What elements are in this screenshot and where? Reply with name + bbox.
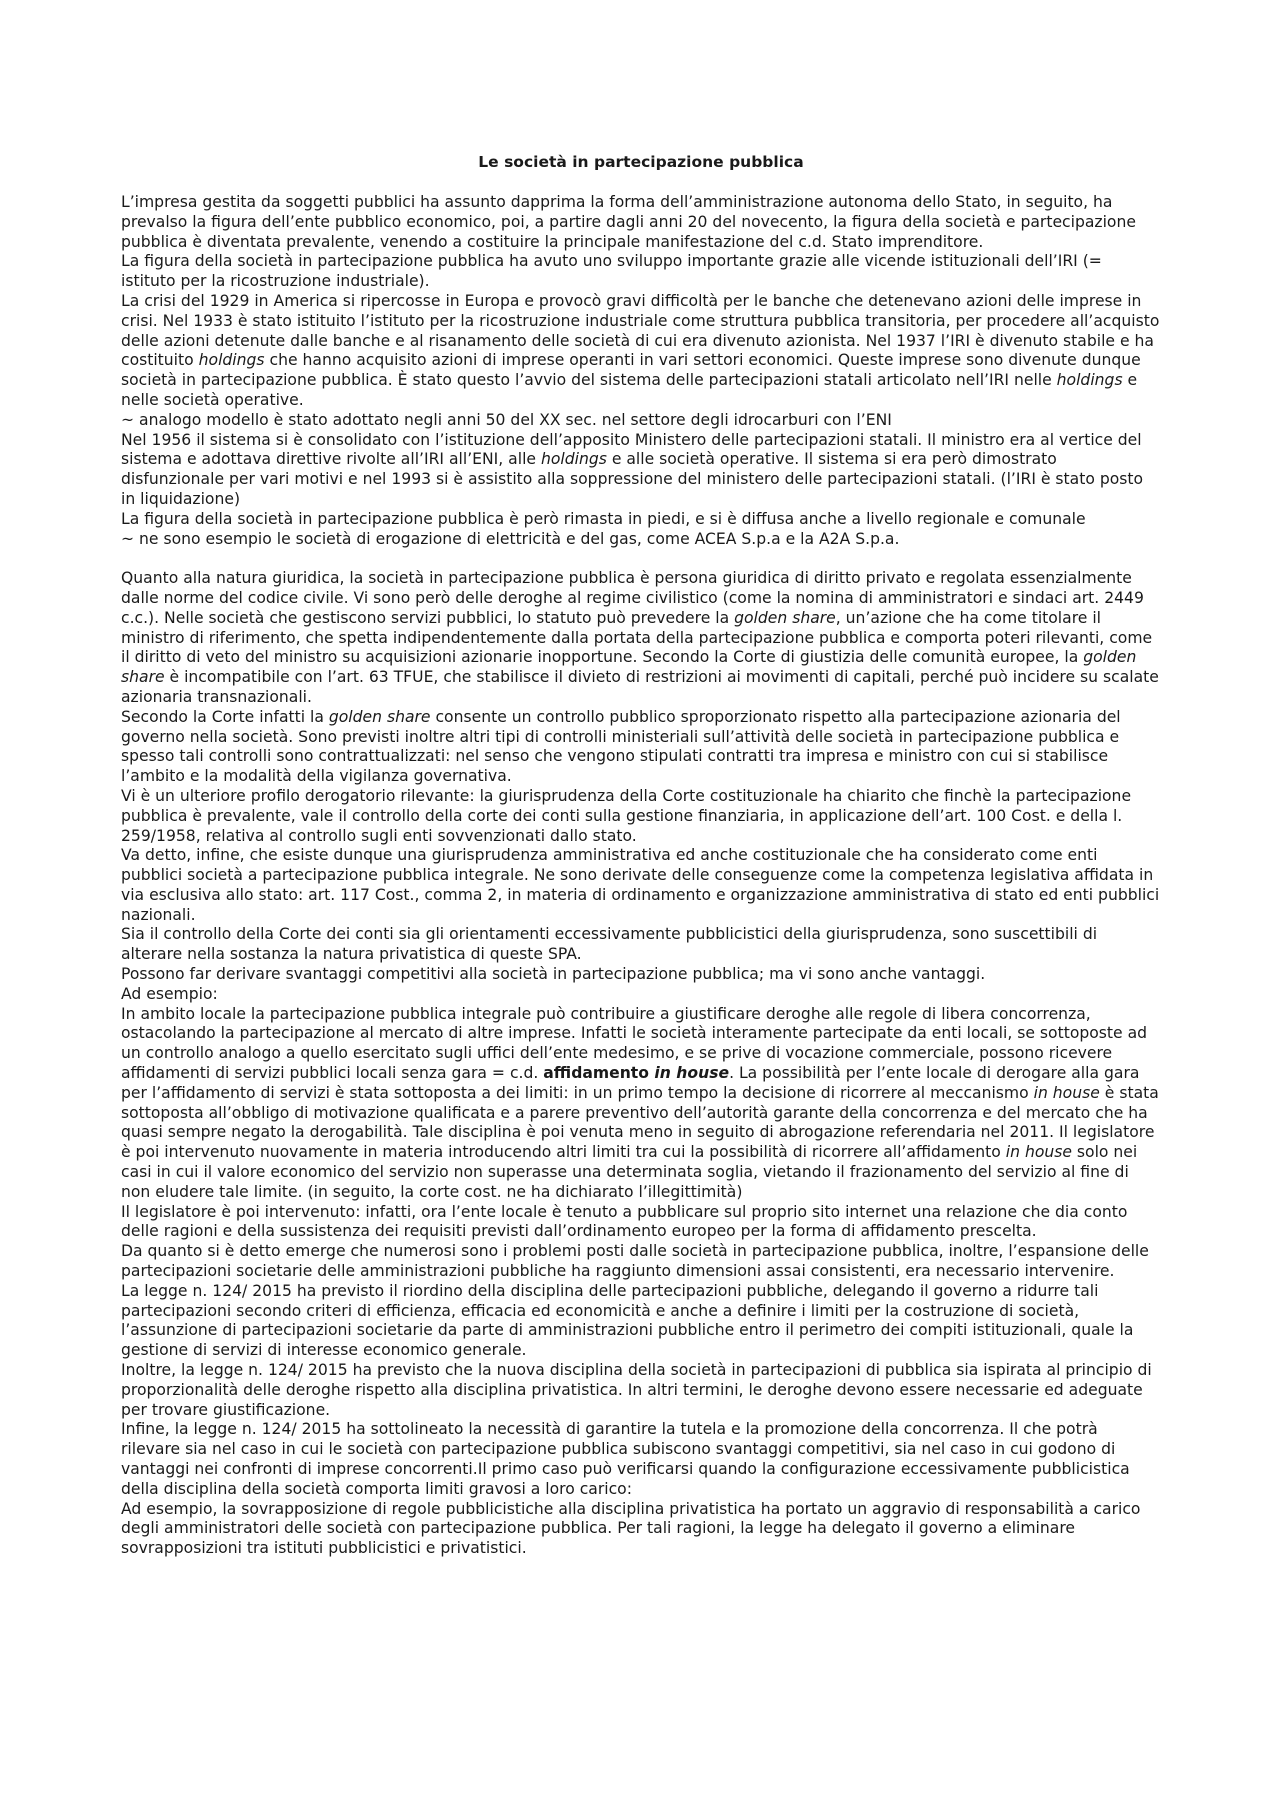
text-span: Sia il controllo della Corte dei conti sia gli orientamenti eccessivamente pubblicistici della giurisprudenza, sono suscettibili di alterare nella sostanza la natura privatistica di queste SPA. — [121, 925, 1098, 964]
document-body — [121, 193, 1161, 1559]
paragraph — [121, 925, 1161, 965]
paragraph — [121, 252, 1161, 292]
text-span: Secondo la Corte infatti la — [121, 707, 329, 726]
text-span: è incompatibile con l’art. 63 TFUE, che stabilisce il divieto di restrizioni ai movimenti di capitali, perché può incidere su scalate azionaria transnazionali. — [121, 668, 1159, 706]
paragraph — [121, 965, 1161, 985]
paragraph — [121, 530, 1161, 550]
text-span: Possono far derivare svantaggi competitivi alla società in partecipazione pubblica; ma vi sono anche vantaggi. — [121, 965, 986, 984]
paragraph — [121, 1242, 1161, 1282]
text-span: Ad esempio, la sovrapposizione di regole pubblicistiche alla disciplina privatistica ha portato un aggravio di responsabilità a carico degli amministratori delle società con partecipazione pubblica. Per tali ragioni, la legge ha delegato il governo a eliminare sovrapposizioni tra istituti pubblicistici e privatistici. — [121, 1499, 1141, 1558]
document-title: Le società in partecipazione pubblica — [478, 153, 804, 171]
italic-text: in house — [1005, 1143, 1072, 1162]
paragraph — [121, 193, 1161, 252]
text-span: consente un controllo pubblico sproporzionato rispetto alla partecipazione azionaria del governo nella società. Sono previsti inoltre altri tipi di controlli ministeriali sull’attività delle società in partecipazione pubblica e spesso tali controlli sono contrattualizzati: nel senso che vengono stipulati contratti tra impresa e ministro con cui si stabilisce l’ambito e la modalità della vigilanza governativa. — [121, 707, 1121, 786]
paragraph — [121, 510, 1161, 530]
paragraph — [121, 1361, 1161, 1420]
text-span: Quanto alla natura giuridica, la società in partecipazione pubblica è persona giuridica di diritto privato e regolata essenzialmente dalle norme del codice civile. Vi sono però delle deroghe al regime civilistico (come la nomina di amministratori e sindaci art. 2449 c.c.). Nelle società che gestiscono servizi pubblici, lo statuto può prevedere la — [121, 569, 1144, 627]
text-span: ~ ne sono esempio le società di erogazione di elettricità e del gas, come ACEA S.p.a e la A2A S.p.a. — [121, 529, 900, 548]
text-span: Infine, la legge n. 124/ 2015 ha sottolineato la necessità di garantire la tutela e la promozione della concorrenza. Il che potrà rilevare sia nel caso in cui le società con partecipazione pubblica subiscono svantaggi competitivi, sia nel caso in cui godono di vantaggi nei confronti di imprese concorrenti.Il primo caso può verificarsi quando la configurazione eccessivamente pubblicistica della disciplina della società comporta limiti gravosi a loro carico: — [121, 1420, 1130, 1498]
text-span: La figura della società in partecipazione pubblica è però rimasta in piedi, e si è diffusa anche a livello regionale e comunale — [121, 509, 1086, 528]
paragraph — [121, 292, 1161, 411]
document-page — [121, 152, 1161, 1559]
text-span: ~ analogo modello è stato adottato negli anni 50 del XX sec. nel settore degli idrocarburi con l’ENI — [121, 410, 892, 429]
text-span: Da quanto si è detto emerge che numerosi sono i problemi posti dalle società in partecipazione pubblica, inoltre, l’espansione delle partecipazioni societarie delle amministrazioni pubbliche ha raggiunto dimensioni assai consistenti, era necessario intervenire. — [121, 1242, 1149, 1281]
text-span: La legge n. 124/ 2015 ha previsto il riordino della disciplina delle partecipazioni pubbliche, delegando il governo a ridurre tali partecipazioni secondo criteri di efficienza, efficacia ed economicità e anche a definire i limiti per la costruzione di società, l’assunzione di partecipazioni societarie da parte di amministrazioni pubbliche entro il perimetro dei compiti istituzionali, quale la gestione di servizi di interesse economico generale. — [121, 1281, 1134, 1360]
text-span: e nelle società operative. — [121, 371, 1138, 409]
paragraph — [121, 431, 1161, 510]
italic-text: holdings — [540, 450, 607, 469]
paragraph — [121, 1203, 1161, 1243]
text-span: , un’azione che ha come titolare il ministro di riferimento, che spetta indipendentemente dalla portata della partecipazione pubblica e comporta poteri rilevanti, come il diritto di veto del ministro su acquisizioni azionarie inopportune. Secondo la Corte di giustizia delle comunità europee, la — [121, 608, 1153, 667]
text-span: Nel 1956 il sistema si è consolidato con l’istituzione dell’apposito Ministero delle partecipazioni statali. Il ministro era al vertice del sistema e adottava direttive rivolte all’IRI all’ENI, alle — [121, 430, 1142, 469]
text-span: Va detto, infine, che esiste dunque una giurisprudenza amministrativa ed anche costituzionale che ha considerato come enti pubblici società a partecipazione pubblica integrale. Ne sono derivate delle conseguenze come la competenza legislativa affidata in via esclusiva allo stato: art. 117 Cost., comma 2, in materia di ordinamento e organizzazione amministrativa di stato ed enti pubblici nazionali. — [121, 846, 1160, 924]
paragraph — [121, 1500, 1161, 1559]
text-span: La crisi del 1929 in America si ripercosse in Europa e provocò gravi difficoltà per le banche che detenevano azioni delle imprese in crisi. Nel 1933 è stato istituito l’istituto per la ricostruzione industriale come struttura pubblica transitoria, per procedere all’acquisto delle azioni detenute dalle banche e al risanamento delle società di cui era divenuto azionista. Nel 1937 l’IRI è divenuto stabile e ha costituito — [121, 291, 1160, 370]
italic-text: holdings — [1056, 371, 1123, 390]
bold-italic-text: in house — [654, 1064, 730, 1083]
paragraph — [121, 1282, 1161, 1361]
text-span: Ad esempio: — [121, 984, 218, 1003]
text-span: che hanno acquisito azioni di imprese operanti in vari settori economici. Queste imprese sono divenute dunque società in partecipazione pubblica. È stato questo l’avvio del sistema delle partecipazioni statali articolato nell’IRI nelle — [121, 351, 1141, 390]
text-span: e alle società operative. Il sistema si era però dimostrato disfunzionale per vari motivi e nel 1993 si è assistito alla soppressione del ministero delle partecipazioni statali. (l’IRI è stato posto in liquidazione) — [121, 450, 1144, 508]
italic-text: golden share — [121, 648, 1137, 687]
italic-text: golden share — [734, 608, 836, 627]
text-span: Vi è un ulteriore profilo derogatorio rilevante: la giurisprudenza della Corte costituzionale ha chiarito che finchè la partecipazione pubblica è prevalente, vale il controllo della corte dei conti sulla gestione finanziaria, in applicazione dell’art. 100 Cost. e della l. 259/1958, relativa al controllo sugli enti sovvenzionati dallo stato. — [121, 786, 1132, 845]
italic-text: holdings — [198, 351, 265, 370]
italic-text: golden share — [328, 707, 431, 726]
text-span: solo nei casi in cui il valore economico del servizio non superasse una determinata soglia, vietando il frazionamento del servizio al fine di non eludere tale limite. (in seguito, la corte cost. ne ha dichiarato l’illegittimità) — [121, 1143, 1138, 1201]
paragraph-spacer — [121, 549, 1161, 569]
paragraph — [121, 1005, 1161, 1203]
text-span: è stata sottoposta all’obbligo di motivazione qualificata e a parere preventivo dell’autorità garante della concorrenza e del mercato che ha quasi sempre negato la derogabilità. Tale disciplina è poi venuta meno in seguito di abrogazione referendaria nel 2011. Il legislatore è poi intervenuto nuovamente in materia introducendo altri limiti tra cui la possibilità di ricorrere all’affidamento — [121, 1083, 1159, 1162]
italic-text: in house — [1033, 1083, 1100, 1102]
text-span: La figura della società in partecipazione pubblica ha avuto uno sviluppo importante grazie alle vicende istituzionali dell’IRI (= istituto per la ricostruzione industriale). — [121, 252, 1102, 291]
text-span: Il legislatore è poi intervenuto: infatti, ora l’ente locale è tenuto a pubblicare sul proprio sito internet una relazione che dia conto delle ragioni e della sussistenza dei requisiti previsti dall’ordinamento europeo per la forma di affidamento prescelta. — [121, 1202, 1128, 1241]
text-span: . La possibilità per l’ente locale di derogare alla gara per l’affidamento di servizi è stata sottoposta a dei limiti: in un primo tempo la decisione di ricorrere al meccanismo — [121, 1064, 1140, 1102]
text-span: L’impresa gestita da soggetti pubblici ha assunto dapprima la forma dell’amministrazione autonoma dello Stato, in seguito, ha prevalso la figura dell’ente pubblico economico, poi, a partire dagli anni 20 del novecento, la figura della società e partecipazione pubblica è diventata prevalente, venendo a costituire la principale manifestazione del c.d. Stato imprenditore. — [121, 193, 1136, 251]
paragraph — [121, 787, 1161, 846]
paragraph — [121, 708, 1161, 787]
bold-text: affidamento — [543, 1064, 655, 1083]
paragraph — [121, 569, 1161, 708]
text-span: In ambito locale la partecipazione pubblica integrale può contribuire a giustificare deroghe alle regole di libera concorrenza, ostacolando la partecipazione al mercato di altre imprese. Infatti le società interamente partecipate da enti locali, se sottoposte ad un controllo analogo a quello esercitato sugli uffici dell’ente medesimo, e se prive di vocazione commerciale, possono ricevere affidamenti di servizi pubblici locali senza gara = c.d. — [121, 1004, 1148, 1083]
paragraph — [121, 985, 1161, 1005]
paragraph — [121, 1420, 1161, 1499]
paragraph — [121, 411, 1161, 431]
text-span: Inoltre, la legge n. 124/ 2015 ha previsto che la nuova disciplina della società in partecipazioni di pubblica sia ispirata al principio di proporzionalità delle deroghe rispetto alla disciplina privatistica. In altri termini, le deroghe devono essere necessarie ed adeguate per trovare giustificazione. — [121, 1361, 1152, 1419]
paragraph — [121, 846, 1161, 925]
